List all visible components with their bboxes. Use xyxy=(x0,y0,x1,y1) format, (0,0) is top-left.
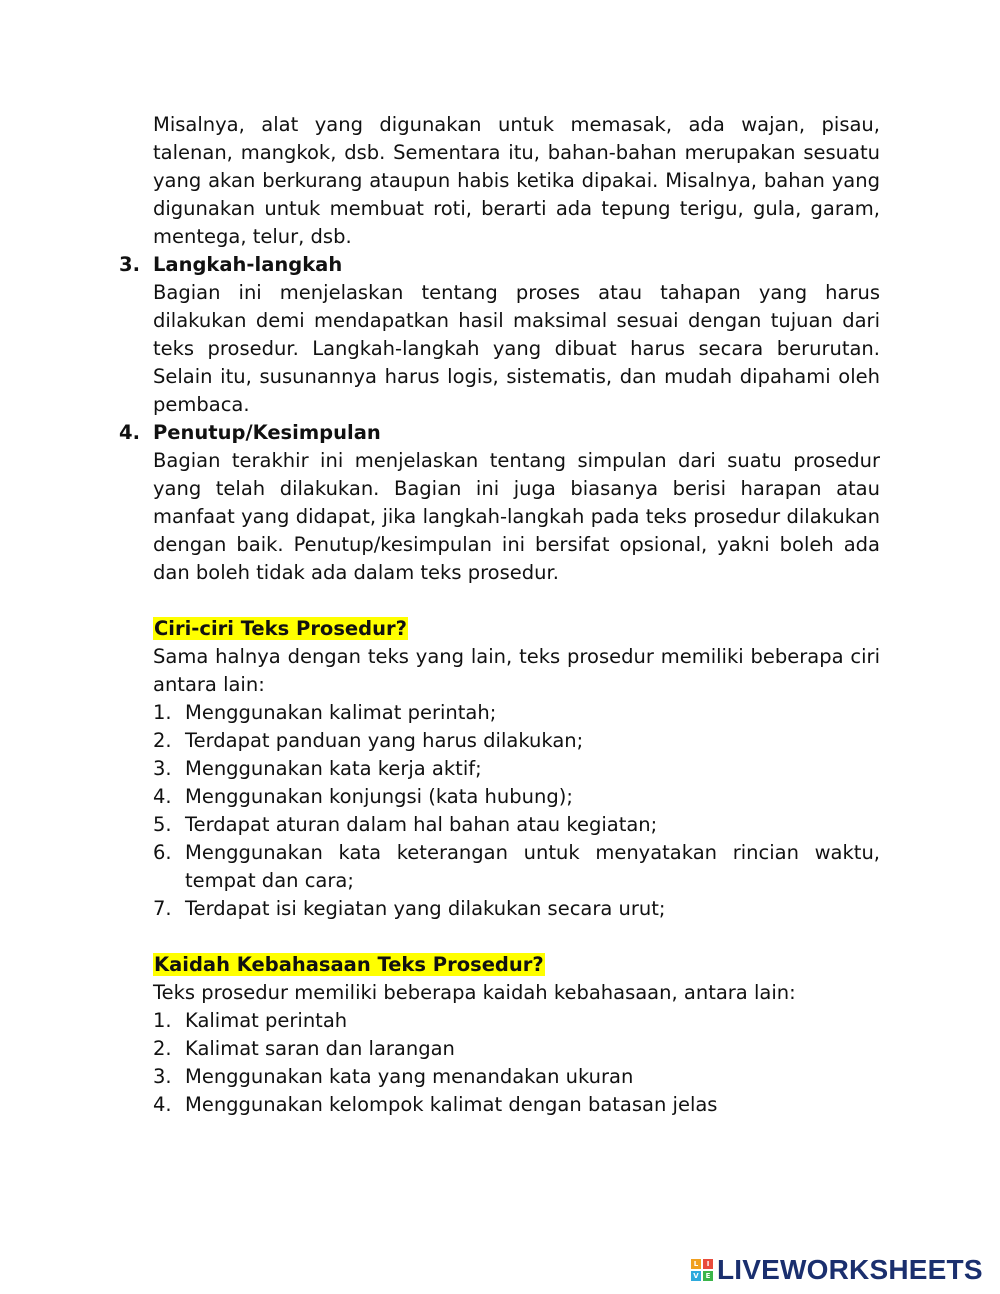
structure-item-langkah xyxy=(119,251,880,419)
list-number: 5. xyxy=(153,813,172,836)
kaidah-heading: Kaidah Kebahasaan Teks Prosedur? xyxy=(154,953,544,976)
list-item xyxy=(153,811,880,839)
structure-title: Langkah-langkah xyxy=(153,253,343,276)
list-item xyxy=(153,1063,880,1091)
list-text: Menggunakan kalimat perintah; xyxy=(185,701,497,724)
structure-heading xyxy=(119,251,880,279)
list-number: 3. xyxy=(153,1065,172,1088)
list-text: Menggunakan kata yang menandakan ukuran xyxy=(185,1065,634,1088)
logo-tile: E xyxy=(703,1271,713,1281)
spacer xyxy=(153,923,880,951)
list-number: 7. xyxy=(153,897,172,920)
structure-number: 3. xyxy=(119,253,140,276)
ciri-intro: Sama halnya dengan teks yang lain, teks prosedur memiliki beberapa ciri antara lain: xyxy=(153,645,880,696)
structure-body: Bagian ini menjelaskan tentang proses atau tahapan yang harus dilakukan demi mendapatkan hasil maksimal sesuai dengan tujuan dari teks prosedur. Langkah-langkah yang dibuat harus secara berurutan. Selain itu, susunannya harus logis, sistematis, dan mudah dipahami oleh pembaca. xyxy=(153,281,880,416)
list-number: 6. xyxy=(153,841,172,864)
ciri-heading-line xyxy=(153,615,880,643)
list-item xyxy=(153,783,880,811)
list-number: 4. xyxy=(153,1093,172,1116)
structure-number: 4. xyxy=(119,421,140,444)
structure-heading xyxy=(119,419,880,447)
ciri-heading: Ciri-ciri Teks Prosedur? xyxy=(154,617,407,640)
list-item xyxy=(153,755,880,783)
list-text: Kalimat perintah xyxy=(185,1009,348,1032)
list-number: 3. xyxy=(153,757,172,780)
list-item xyxy=(153,895,880,923)
list-item xyxy=(153,727,880,755)
structure-item-penutup xyxy=(119,419,880,587)
list-number: 1. xyxy=(153,701,172,724)
logo-tile: V xyxy=(691,1271,701,1281)
list-text: Menggunakan kata keterangan untuk menyatakan rincian waktu, tempat dan cara; xyxy=(185,841,880,892)
list-number: 2. xyxy=(153,1037,172,1060)
structure-title: Penutup/Kesimpulan xyxy=(153,421,381,444)
list-item xyxy=(153,1035,880,1063)
kaidah-intro: Teks prosedur memiliki beberapa kaidah kebahasaan, antara lain: xyxy=(153,981,796,1004)
list-number: 2. xyxy=(153,729,172,752)
kaidah-list xyxy=(153,1007,880,1119)
logo-tiles-icon xyxy=(691,1259,713,1281)
list-text: Menggunakan kelompok kalimat dengan batasan jelas xyxy=(185,1093,718,1116)
list-number: 4. xyxy=(153,785,172,808)
list-text: Terdapat isi kegiatan yang dilakukan secara urut; xyxy=(185,897,666,920)
liveworksheets-logo xyxy=(691,1253,983,1287)
list-text: Menggunakan kata kerja aktif; xyxy=(185,757,482,780)
ciri-section xyxy=(153,615,880,923)
list-item xyxy=(153,699,880,727)
ciri-list xyxy=(153,699,880,923)
kaidah-heading-line xyxy=(153,951,880,979)
list-item xyxy=(153,1007,880,1035)
list-number: 1. xyxy=(153,1009,172,1032)
logo-tile: L xyxy=(691,1259,701,1269)
list-item xyxy=(153,839,880,895)
intro-paragraph: Misalnya, alat yang digunakan untuk memasak, ada wajan, pisau, talenan, mangkok, dsb. Sementara itu, bahan-bahan merupakan sesuatu yang akan berkurang ataupun habis ketika dipakai. Misalnya, bahan yang digunakan untuk membuat roti, berarti ada tepung terigu, gula, garam, mentega, telur, dsb. xyxy=(153,113,880,248)
logo-tile: I xyxy=(703,1259,713,1269)
structure-body: Bagian terakhir ini menjelaskan tentang simpulan dari suatu prosedur yang telah dilakukan. Bagian ini juga biasanya berisi harapan atau manfaat yang didapat, jika langkah-langkah pada teks prosedur dilakukan dengan baik. Penutup/kesimpulan ini bersifat opsional, yakni boleh ada dan boleh tidak ada dalam teks prosedur. xyxy=(153,449,880,584)
list-text: Kalimat saran dan larangan xyxy=(185,1037,455,1060)
kaidah-section xyxy=(153,951,880,1119)
list-text: Terdapat aturan dalam hal bahan atau kegiatan; xyxy=(185,813,658,836)
list-item xyxy=(153,1091,880,1119)
list-text: Terdapat panduan yang harus dilakukan; xyxy=(185,729,584,752)
spacer xyxy=(153,587,880,615)
logo-text: LIVEWORKSHEETS xyxy=(717,1254,983,1285)
document-content xyxy=(119,111,880,1119)
list-text: Menggunakan konjungsi (kata hubung); xyxy=(185,785,573,808)
